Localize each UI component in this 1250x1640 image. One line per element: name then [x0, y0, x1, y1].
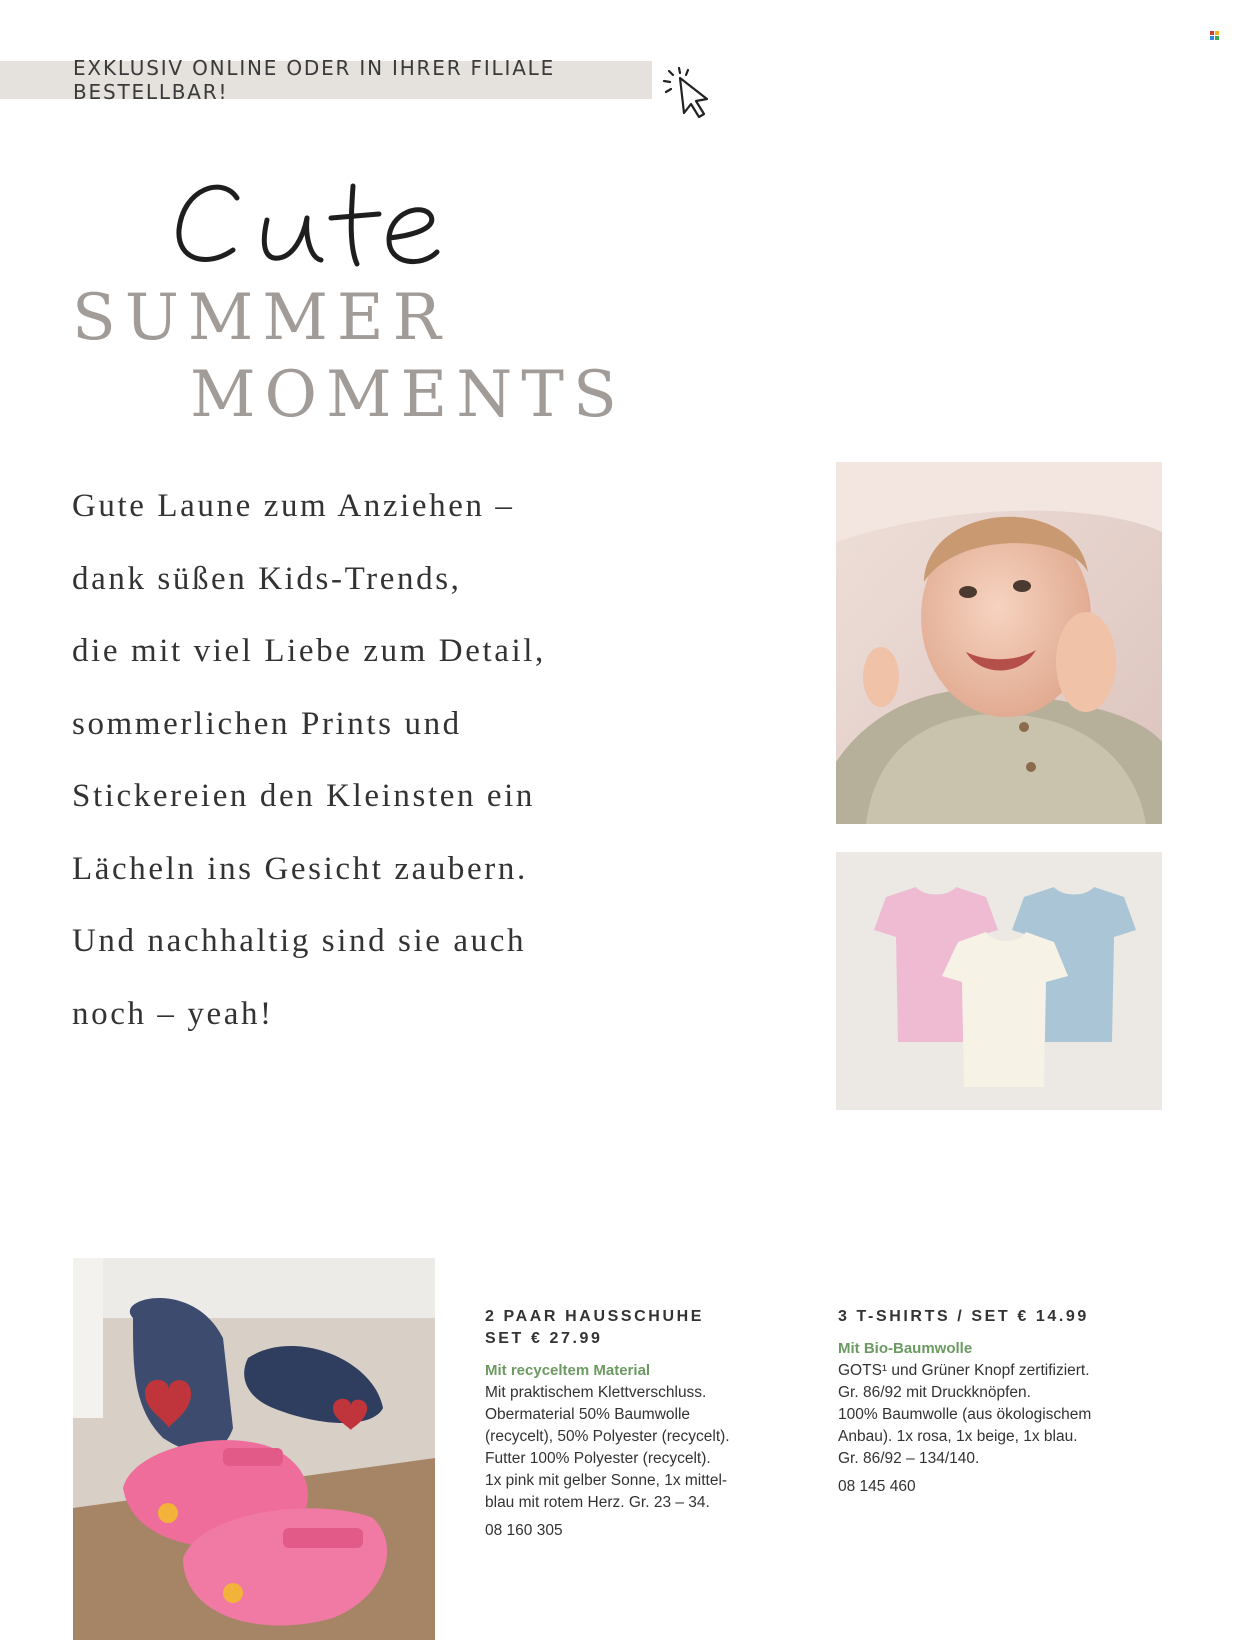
product-desc-line: Gr. 86/92 mit Druckknöpfen. — [838, 1384, 1031, 1401]
product-desc-line: blau mit rotem Herz. Gr. 23 – 34. — [485, 1494, 710, 1511]
product-title: 3 T-SHIRTS / SET € 14.99 — [838, 1308, 1089, 1325]
product-desc-line: (recycelt), 50% Polyester (recycelt). — [485, 1428, 730, 1445]
online-banner — [0, 56, 652, 104]
product-feature: Mit recyceltem Material — [485, 1362, 651, 1379]
banner-text: EXKLUSIV ONLINE ODER IN IHRER FILIALE BESTELLBAR! — [73, 56, 556, 104]
intro-line: die mit viel Liebe zum Detail, — [72, 633, 546, 669]
product-feature: Mit Bio-Baumwolle — [838, 1340, 973, 1357]
product-tshirts — [838, 1306, 1158, 1496]
product-desc-line: Mit praktischem Klettverschluss. — [485, 1384, 707, 1401]
click-cursor-icon — [660, 66, 718, 124]
color-dots-icon — [1210, 31, 1220, 41]
product-desc-line: Gr. 86/92 – 134/140. — [838, 1450, 980, 1467]
intro-line: Gute Laune zum Anziehen – — [72, 488, 515, 524]
intro-line: Lächeln ins Gesicht zaubern. — [72, 850, 528, 887]
headline-script-word — [175, 168, 475, 288]
intro-line: noch – yeah! — [72, 995, 274, 1032]
article-number: 08 145 460 — [838, 1478, 916, 1495]
article-number: 08 160 305 — [485, 1522, 563, 1539]
product-slippers — [485, 1306, 785, 1540]
intro-line: dank süßen Kids-Trends, — [72, 560, 462, 597]
headline-moments: MOMENTS — [190, 358, 626, 432]
script-cute-lettering — [175, 168, 475, 288]
headline-summer: SUMMER — [72, 281, 450, 355]
product-price: SET € 27.99 — [485, 1330, 603, 1347]
baby-photo — [836, 462, 1162, 824]
product-desc-line: Anbau). 1x rosa, 1x beige, 1x blau. — [838, 1428, 1078, 1445]
product-desc-line: 1x pink mit gelber Sonne, 1x mittel- — [485, 1472, 728, 1489]
intro-text — [72, 470, 772, 1050]
product-title: 2 PAAR HAUSSCHUHE — [485, 1308, 705, 1325]
intro-line: sommerlichen Prints und — [72, 705, 462, 742]
intro-line: Und nachhaltig sind sie auch — [72, 923, 527, 959]
slippers-photo — [73, 1258, 435, 1640]
product-desc-line: Obermaterial 50% Baumwolle — [485, 1406, 691, 1423]
tshirts-photo — [836, 852, 1162, 1110]
product-desc-line: Futter 100% Polyester (recycelt). — [485, 1450, 711, 1467]
intro-line: Stickereien den Kleinsten ein — [72, 778, 536, 814]
product-desc-line: 100% Baumwolle (aus ökologischem — [838, 1406, 1092, 1423]
product-desc-line: GOTS¹ und Grüner Knopf zertifiziert. — [838, 1362, 1090, 1379]
